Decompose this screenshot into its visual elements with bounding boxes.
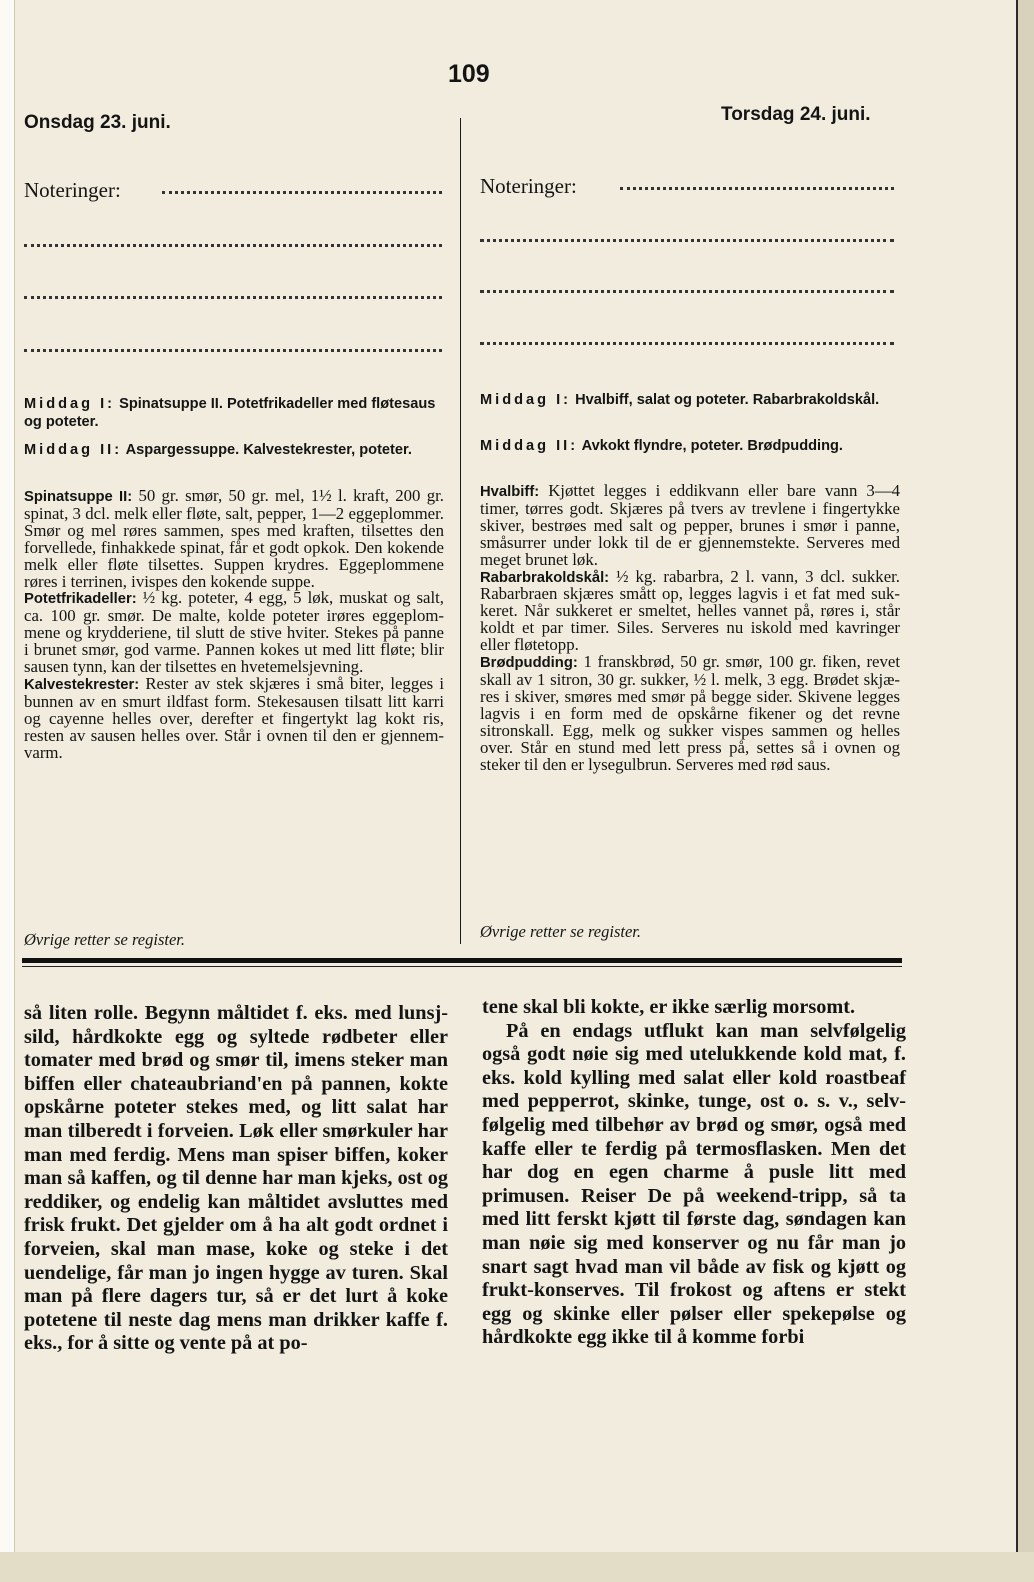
day-heading-right: Torsdag 24. juni.: [721, 104, 871, 125]
section-rule-thick: [22, 958, 902, 963]
note-line: [24, 349, 442, 352]
body-text-left: så liten rolle. Begynn måltidet f. eks. med lunsj-sild, hårdkokte egg og syltede rødbeter eller tomater med brød og smør til, imens steker man biffen eller chateaubriand'en på pannen, kokte opskårne poteter stekes med, og litt salat har man tilberedt i forveien. Løk eller smørkuler har man med ferdig. Mens man spiser biffen, koker man så kaffen, og til denne har man kjeks, ost og reddiker, og endelig kan måltidet avsluttes med frisk frukt. Det gjelder om å ha alt godt ordnet i forveien, skal man mase, koke og steke i det uendelige, får man jo ingen hygge av turen. Skal man på flere dagers tur, så er det lurt å koke potetene til neste dag mens man drikker kaffe f. eks., for å sitte og vente på at po-: [24, 1002, 448, 1355]
page-right-edge: [1016, 0, 1034, 1582]
column-divider: [460, 118, 461, 944]
recipe-name: Hvalbiff:: [480, 484, 540, 500]
menu-tag: Middag I:: [24, 396, 116, 412]
recipe: [24, 590, 444, 676]
menu-right-1: [480, 391, 900, 409]
recipe: [480, 483, 900, 569]
recipe-text: 1 franskbrød, 50 gr. smør, 100 gr. fiken, revet skall av 1 sitron, 30 gr. sukker, ½ l. melk, 3 egg. Brødet skjæres i skiver, smøres med smør på begge sider. Skivene legges lagvis i en form med de opskårne fikener og det revne sitronskall. Egg, melk og sukker vispes sammen og helles over. Står en stund med lett press på, settes så i ovnen og steker til den er lysegulbrun. Serveres med rød saus.: [480, 652, 900, 774]
recipes-right: [480, 483, 900, 773]
other-dishes-left: Øvrige retter se register.: [24, 930, 185, 949]
section-rule-thin: [22, 966, 902, 967]
body-text-right: [482, 996, 906, 1350]
recipe: [24, 673, 444, 762]
recipe-text: ½ kg. poteter, 4 egg, 5 løk, muskat og salt, ca. 100 gr. smør. De malte, kolde poteter irøres eggeplommene og krydderiene, til slutt de stive hviter. Stekes på panne i brunet smør, god varme. Pannen kokes ut med litt fløte; blir sausen tynn, kan der tilsettes en hvetemelsjevning.: [24, 588, 444, 677]
body-paragraph: tene skal bli kokte, er ikke særlig morsomt.: [482, 996, 856, 1018]
note-line: [24, 296, 442, 299]
menu-left-1: [24, 395, 444, 431]
recipe-text: 50 gr. smør, 50 gr. mel, 1½ l. kraft, 200 gr. spinat, 3 dcl. melk eller fløte, salt, pepper, 1—2 eggeplommer. Smør og mel røres sammen, spes med kraften, tilsettes den forvellede, finhakkede spinat, får et godt opkok. Den kokende melk eller fløte tilsettes. Suppen krydres. Eggeplommene røres i terrinen, ivispes den kokende suppe.: [24, 486, 444, 591]
recipes-left: [24, 488, 444, 762]
body-paragraph: På en endags utflukt kan man selvfølgelig også godt nøie sig med utelukkende kold mat, f. eks. kold kylling med salat eller kold roastbeaf med pepperrot, skinke, tunge, ost o. s. v., selvfølgelig med tilbehør av brød og smør, også med kaffe eller te ferdig på termosflasken. Men det har dog en egen charme å pusle litt med primusen. Reiser De på weekend-tripp, så ta med litt ferskt kjøtt til første dag, søndagen kan man nøie sig med konserver og nu får man jo snart sagt hvad man vil både av fisk og kjøtt og frukt-konserves. Til frokost og aftens er stekt egg og skinke eller pølser eller spekepølse og hårdkokte egg ikke til å komme forbi: [482, 1019, 906, 1349]
menu-left-2: [24, 441, 444, 459]
note-line: [162, 191, 442, 194]
recipe-name: Spinatsuppe II:: [24, 489, 133, 505]
menu-tag: Middag II:: [480, 438, 579, 454]
recipe-name: Potetfrikadeller:: [24, 591, 137, 608]
note-line: [480, 239, 894, 242]
page-number: 109: [448, 60, 490, 88]
menu-right-2: [480, 437, 900, 455]
note-line: [480, 342, 894, 345]
menu-text: Spinatsuppe II. Potetfrikadeller med fløtesaus og poteter.: [24, 396, 436, 430]
recipe-text: ½ kg. rabarbra, 2 l. vann, 3 dcl. sukker. Rabarbraen skjæres smått op, legges lagvis i et fat med sukkeret. Når sukkeret er smeltet, helles vannet på, røres i, står koldt et par timer. Siles. Serveres nu iskold med kavringer eller fløtetopp.: [480, 566, 900, 655]
menu-tag: Middag II:: [24, 442, 123, 458]
day-heading-left: Onsdag 23. juni.: [24, 112, 171, 133]
recipe-name: Brødpudding:: [480, 655, 578, 672]
recipe-text: Kjøttet legges i eddikvann eller bare vann 3—4 timer, tørres godt. Skjæres på tvers av trevlene i fingertykke skiver, bestrøes med salt og pepper, brunes i smør i panne, småsurrer under lokk til de er gjennemstekte. Serveres med meget brunet løk.: [480, 481, 900, 569]
page-left-edge: [0, 0, 15, 1582]
other-dishes-right: Øvrige retter se register.: [480, 922, 641, 941]
menu-text: Avkokt flyndre, poteter. Brødpudding.: [581, 438, 843, 454]
recipe-name: Kalvestekrester:: [24, 676, 140, 693]
notes-label-right: Noteringer:: [480, 174, 577, 198]
notes-label-left: Noteringer:: [24, 178, 121, 202]
recipe: [24, 488, 444, 590]
note-line: [480, 290, 894, 293]
menu-text: Hvalbiff, salat og poteter. Rabarbrakoldskål.: [575, 392, 880, 408]
note-line: [620, 187, 894, 190]
page-bottom-edge: [0, 1552, 1034, 1582]
recipe: [480, 654, 900, 773]
recipe-text: Rester av stek skjæres i små biter, legges i bunnen av en smurt ildfast form. Stekesausen tilsatt litt karri og cayenne helles over, derefter et fingertykt lag kokt ris, resten av sausen helles over. Står i ovnen til den er gjennemvarm.: [24, 673, 444, 762]
menu-text: Aspargessuppe. Kalvestekrester, poteter.: [125, 442, 412, 458]
recipe-name: Rabarbrakoldskål:: [480, 569, 610, 586]
note-line: [24, 244, 442, 247]
menu-tag: Middag I:: [480, 392, 572, 408]
recipe: [480, 566, 900, 655]
